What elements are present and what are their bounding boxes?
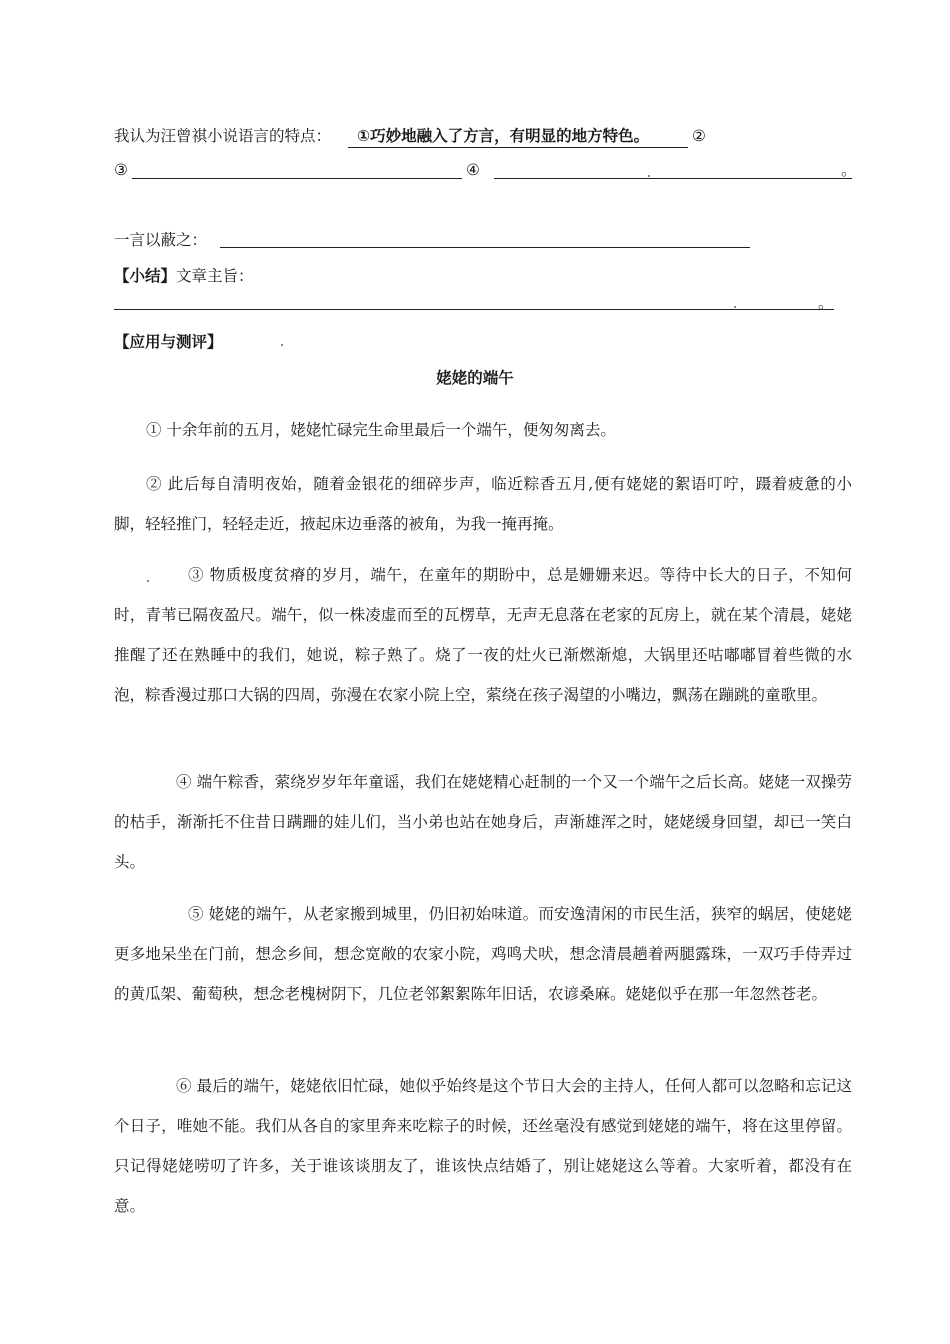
answer-4-end-mark: 。 <box>841 161 857 179</box>
lang-feature-answer-1: ①巧妙地融入了方言，有明显的地方特色。 <box>357 127 650 145</box>
answer-3-blank[interactable] <box>132 178 462 179</box>
scan-dot <box>648 175 650 177</box>
section-label: 【应用与测评】 <box>114 333 223 351</box>
article-paragraph-4: ④ 端午粽香，萦绕岁岁年年童谣，我们在姥姥精心赶制的一个又一个端午之后长高。姥姥一双操劳的枯手，渐渐托不住昔日蹒跚的娃儿们，当小弟也站在她身后，声渐雄浑之时，姥姥缓身回望，却已一笑白头。 <box>114 773 852 871</box>
answer-1-underline <box>348 147 688 148</box>
answer-4-underline-tail <box>838 178 852 179</box>
conclusion-text: 文章主旨： <box>176 267 254 285</box>
lang-feature-prompt: 我认为汪曾祺小说语言的特点： <box>114 127 332 145</box>
lang-feature-marker-4: ④ <box>466 161 480 179</box>
article-paragraph-2: ② 此后每自清明夜始，随着金银花的细碎步声，临近粽香五月,便有姥姥的絮语叮咛，蹑着疲惫的小脚，轻轻推门，轻轻走近，掖起床边垂落的被角，为我一掩再掩。 <box>114 475 852 533</box>
article-paragraph-3: ③ 物质极度贫瘠的岁月，端午，在童年的期盼中，总是姗姗来迟。等待中长大的日子，不知何时，青苇已隔夜盈尺。端午，似一株凌虚而至的瓦楞草，无声无息落在老家的瓦房上，就在某个清晨，姥姥推醒了还在熟睡中的我们，她说，粽子熟了。烧了一夜的灶火已渐燃渐熄，大锅里还咕嘟嘟冒着些微的水泡，粽香漫过那口大锅的四周，弥漫在农家小院上空，萦绕在孩子渴望的小嘴边，飘荡在蹦跳的童歌里。 <box>114 566 852 704</box>
lang-feature-marker-3: ③ <box>114 161 128 179</box>
lang-feature-marker-2: ② <box>692 127 706 145</box>
conclusion-label: 【小结】 <box>114 267 177 285</box>
summary-prompt: 一言以蔽之： <box>114 231 208 249</box>
article-paragraph-6: ⑥ 最后的端午，姥姥依旧忙碌，她似乎始终是这个节日大会的主持人，任何人都可以忽略和忘记这个日子，唯她不能。我们从各自的家里奔来吃粽子的时候，还丝毫没有感觉到姥姥的端午，将在这里停留。只记得姥姥唠叨了许多，关于谁该谈朋友了，谁该快点结婚了，别让姥姥这么等着。大家听着，都没有在意。 <box>114 1077 852 1215</box>
conclusion-blank[interactable] <box>114 309 834 310</box>
conclusion-heading <box>114 266 254 286</box>
scan-dot <box>281 344 283 346</box>
scan-dot <box>734 306 736 308</box>
answer-4-blank[interactable] <box>494 178 839 179</box>
article-title: 姥姥的端午 <box>436 369 514 387</box>
article-paragraph-5: ⑤ 姥姥的端午，从老家搬到城里，仍旧初始味道。而安逸清闲的市民生活，狭窄的蜗居，使姥姥更多地呆坐在门前，想念乡间，想念宽敞的农家小院，鸡鸣犬吠，想念清晨趟着两腿露珠，一双巧手侍弄过的黄瓜架、葡萄秧，想念老槐树阴下，几位老邻絮絮陈年旧话，农谚桑麻。姥姥似乎在那一年忽然苍老。 <box>114 905 852 1003</box>
article-paragraph-1: ① 十余年前的五月，姥姥忙碌完生命里最后一个端午，便匆匆离去。 <box>146 421 616 439</box>
conclusion-end-mark: 。 <box>818 294 834 312</box>
summary-blank[interactable] <box>220 247 750 248</box>
